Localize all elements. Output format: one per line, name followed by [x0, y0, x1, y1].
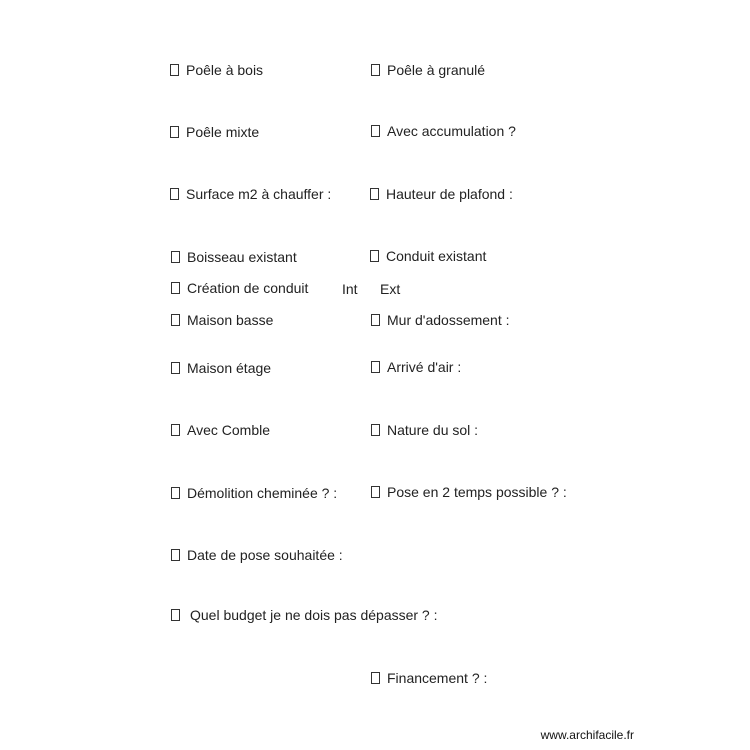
checkbox[interactable] [170, 126, 179, 138]
item-label: Surface m2 à chauffer : [186, 186, 332, 202]
checkbox[interactable] [371, 125, 380, 137]
item-label: Poêle à bois [186, 62, 264, 78]
item-label: Quel budget je ne dois pas dépasser ? : [190, 607, 438, 623]
checkbox[interactable] [171, 362, 180, 374]
item-conduit-existant [370, 248, 486, 264]
item-label: Hauteur de plafond : [386, 186, 513, 202]
item-poele-mixte [170, 124, 259, 140]
item-nature-sol [371, 422, 478, 438]
item-label: Maison étage [187, 360, 272, 376]
item-maison-basse [171, 312, 273, 328]
item-arrive-air [371, 359, 461, 375]
item-label: Maison basse [187, 312, 274, 328]
item-label: Date de pose souhaitée : [187, 547, 343, 563]
item-label: Avec accumulation ? [387, 123, 516, 139]
checkbox[interactable] [371, 314, 380, 326]
checkbox[interactable] [171, 424, 180, 436]
item-label: Poêle à granulé [387, 62, 486, 78]
item-label: Avec Comble [187, 422, 271, 438]
checkbox[interactable] [170, 188, 179, 200]
item-demolition-cheminee [171, 485, 337, 501]
item-label: Arrivé d'air : [387, 359, 462, 375]
item-label: Financement ? : [387, 670, 488, 686]
checkbox[interactable] [371, 672, 380, 684]
checkbox[interactable] [171, 282, 180, 294]
checkbox[interactable] [370, 188, 379, 200]
item-label: Mur d'adossement : [387, 312, 510, 328]
checkbox[interactable] [371, 361, 380, 373]
item-financement [371, 670, 487, 686]
item-label: Poêle mixte [186, 124, 260, 140]
item-label: Pose en 2 temps possible ? : [387, 484, 567, 500]
item-date-pose [171, 547, 343, 563]
checkbox[interactable] [371, 64, 380, 76]
item-poele-a-granule [371, 62, 485, 78]
item-label: Nature du sol : [387, 422, 479, 438]
item-boisseau-existant [171, 249, 297, 265]
item-mur-adossement [371, 312, 510, 328]
checkbox[interactable] [370, 250, 379, 262]
checkbox[interactable] [171, 314, 180, 326]
checkbox[interactable] [171, 549, 180, 561]
option-int: Int [342, 281, 358, 297]
checkbox[interactable] [170, 64, 179, 76]
checkbox[interactable] [171, 251, 180, 263]
item-label: Création de conduit [187, 280, 309, 296]
item-creation-conduit [171, 280, 308, 296]
item-budget [171, 607, 438, 623]
item-label: Conduit existant [386, 248, 487, 264]
footer-brand: www.archifacile.fr [540, 728, 634, 742]
item-label: Boisseau existant [187, 249, 297, 265]
checkbox[interactable] [371, 486, 380, 498]
item-hauteur-plafond [370, 186, 513, 202]
checkbox[interactable] [171, 487, 180, 499]
item-avec-comble [171, 422, 270, 438]
item-poele-a-bois [170, 62, 263, 78]
item-maison-etage [171, 360, 271, 376]
item-avec-accumulation [371, 123, 516, 139]
checkbox[interactable] [171, 609, 180, 621]
checkbox[interactable] [371, 424, 380, 436]
item-pose-2-temps [371, 484, 567, 500]
option-ext: Ext [380, 281, 401, 297]
item-surface-m2 [170, 186, 331, 202]
item-label: Démolition cheminée ? : [187, 485, 338, 501]
